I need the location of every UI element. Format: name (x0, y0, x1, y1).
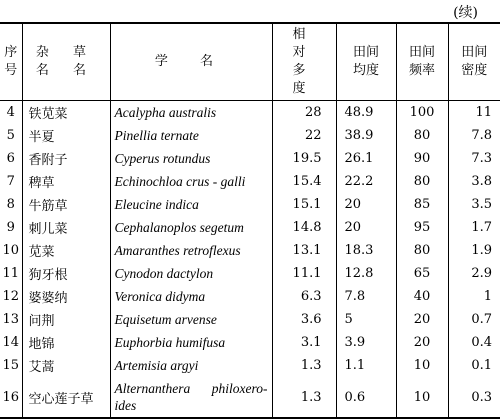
row-field-density: 7.8 (448, 124, 500, 147)
row-field-uniformity: 1.1 (336, 354, 396, 377)
row-relative-abundance: 3.1 (272, 331, 336, 354)
header-field-uniformity (336, 23, 396, 101)
header-index-line2: 号 (4, 63, 18, 78)
row-field-frequency: 85 (396, 193, 448, 216)
row-field-uniformity: 18.3 (336, 239, 396, 262)
row-field-uniformity: 38.9 (336, 124, 396, 147)
row-field-frequency: 40 (396, 285, 448, 308)
header-field-frequency (396, 23, 448, 101)
row-scientific-name: Amaranthes retroflexus (110, 239, 272, 262)
row-scientific-name: Acalypha australis (110, 101, 272, 125)
table-row (0, 147, 500, 170)
table-header-row (0, 23, 500, 101)
row-field-uniformity: 26.1 (336, 147, 396, 170)
header-field-density (448, 23, 500, 101)
row-scientific-name: Equisetum arvense (110, 308, 272, 331)
row-field-frequency: 10 (396, 377, 448, 418)
row-scientific-name: Cynodon dactylon (110, 262, 272, 285)
row-index: 12 (2, 289, 20, 304)
row-chinese-name: 牛筋草 (22, 193, 110, 216)
table-row (0, 193, 500, 216)
row-field-frequency: 100 (396, 101, 448, 125)
row-index: 13 (2, 312, 20, 327)
row-index: 6 (6, 151, 15, 166)
row-scientific-name: Euphorbia humifusa (110, 331, 272, 354)
table-row (0, 170, 500, 193)
row-index: 5 (6, 128, 15, 143)
row-chinese-name: 空心莲子草 (22, 377, 110, 418)
row-scientific-name: Veronica didyma (110, 285, 272, 308)
row-relative-abundance: 19.5 (272, 147, 336, 170)
row-relative-abundance: 1.3 (272, 377, 336, 418)
row-field-density: 1.9 (448, 239, 500, 262)
table-row (0, 239, 500, 262)
table-row (0, 124, 500, 147)
row-field-density: 1.7 (448, 216, 500, 239)
row-chinese-name: 半夏 (22, 124, 110, 147)
row-scientific-name: Cephalanoplos segetum (110, 216, 272, 239)
row-scientific-name: Cyperus rotundus (110, 147, 272, 170)
header-weed-name (22, 23, 110, 101)
row-scientific-name: Alternanthera philoxero-ides (110, 377, 272, 418)
row-field-uniformity: 20 (336, 193, 396, 216)
row-field-density: 0.1 (448, 354, 500, 377)
row-chinese-name: 铁苋菜 (22, 101, 110, 125)
row-relative-abundance: 15.1 (272, 193, 336, 216)
row-relative-abundance: 6.3 (272, 285, 336, 308)
row-index: 15 (2, 358, 20, 373)
header-scientific-name-text: 学 名 (154, 54, 228, 69)
header-field-frequency-line1: 田间 (408, 45, 435, 60)
row-relative-abundance: 15.4 (272, 170, 336, 193)
row-chinese-name: 问荆 (22, 308, 110, 331)
row-field-density: 7.3 (448, 147, 500, 170)
row-relative-abundance: 13.1 (272, 239, 336, 262)
table-row (0, 308, 500, 331)
table-body (0, 101, 500, 419)
row-relative-abundance: 1.3 (272, 354, 336, 377)
row-scientific-name: Artemisia argyi (110, 354, 272, 377)
row-chinese-name: 婆婆纳 (22, 285, 110, 308)
row-chinese-name: 狗牙根 (22, 262, 110, 285)
table-row (0, 354, 500, 377)
row-field-frequency: 80 (396, 124, 448, 147)
table-row (0, 285, 500, 308)
row-index: 4 (6, 105, 15, 120)
header-field-uniformity-line2: 均度 (352, 63, 379, 78)
row-scientific-name: Pinellia ternate (110, 124, 272, 147)
header-relative-abundance-line1: 相 对 (292, 27, 316, 60)
row-field-density: 11 (448, 101, 500, 125)
row-field-frequency: 20 (396, 331, 448, 354)
table-row (0, 101, 500, 125)
row-field-uniformity: 7.8 (336, 285, 396, 308)
row-chinese-name: 苋菜 (22, 239, 110, 262)
row-field-density: 0.7 (448, 308, 500, 331)
row-field-uniformity: 0.6 (336, 377, 396, 418)
row-chinese-name: 稗草 (22, 170, 110, 193)
header-field-density-line2: 密度 (461, 63, 488, 78)
row-field-density: 3.8 (448, 170, 500, 193)
table-row (0, 216, 500, 239)
header-field-frequency-line2: 频率 (408, 63, 435, 78)
row-field-density: 1 (448, 285, 500, 308)
row-field-uniformity: 48.9 (336, 101, 396, 125)
table-row (0, 262, 500, 285)
row-index: 16 (2, 389, 20, 405)
row-relative-abundance: 22 (272, 124, 336, 147)
header-field-density-line1: 田间 (461, 45, 488, 60)
row-field-uniformity: 5 (336, 308, 396, 331)
header-weed-name-line1: 杂 草 (35, 45, 97, 60)
row-index: 14 (2, 335, 20, 350)
row-relative-abundance: 3.6 (272, 308, 336, 331)
row-field-frequency: 10 (396, 354, 448, 377)
row-field-frequency: 80 (396, 239, 448, 262)
row-field-density: 3.5 (448, 193, 500, 216)
weed-survey-table (0, 22, 500, 419)
row-field-frequency: 65 (396, 262, 448, 285)
row-chinese-name: 香附子 (22, 147, 110, 170)
row-index: 9 (6, 220, 15, 235)
row-relative-abundance: 14.8 (272, 216, 336, 239)
header-index (0, 23, 22, 101)
row-field-uniformity: 22.2 (336, 170, 396, 193)
row-index: 10 (2, 243, 20, 258)
header-scientific-name (110, 23, 272, 101)
table-row (0, 331, 500, 354)
row-scientific-name: Echinochloa crus - galli (110, 170, 272, 193)
row-field-density: 2.9 (448, 262, 500, 285)
row-chinese-name: 地锦 (22, 331, 110, 354)
row-field-uniformity: 20 (336, 216, 396, 239)
row-index: 7 (6, 174, 15, 189)
row-relative-abundance: 11.1 (272, 262, 336, 285)
row-chinese-name: 艾蒿 (22, 354, 110, 377)
table-row (0, 377, 500, 418)
continued-label: (续) (453, 5, 478, 21)
header-relative-abundance (272, 23, 336, 101)
header-weed-name-line2: 名 名 (35, 63, 97, 78)
row-field-frequency: 90 (396, 147, 448, 170)
row-field-density: 0.4 (448, 331, 500, 354)
header-relative-abundance-line2: 多 度 (292, 63, 316, 96)
row-field-frequency: 80 (396, 170, 448, 193)
header-index-line1: 序 (4, 45, 18, 60)
row-field-frequency: 95 (396, 216, 448, 239)
header-field-uniformity-line1: 田间 (352, 45, 379, 60)
row-field-frequency: 20 (396, 308, 448, 331)
row-field-uniformity: 3.9 (336, 331, 396, 354)
row-scientific-name: Eleucine indica (110, 193, 272, 216)
row-chinese-name: 刺儿菜 (22, 216, 110, 239)
row-index: 8 (6, 197, 15, 212)
row-field-uniformity: 12.8 (336, 262, 396, 285)
row-relative-abundance: 28 (272, 101, 336, 125)
row-index: 11 (2, 266, 20, 281)
row-field-density: 0.3 (448, 377, 500, 418)
